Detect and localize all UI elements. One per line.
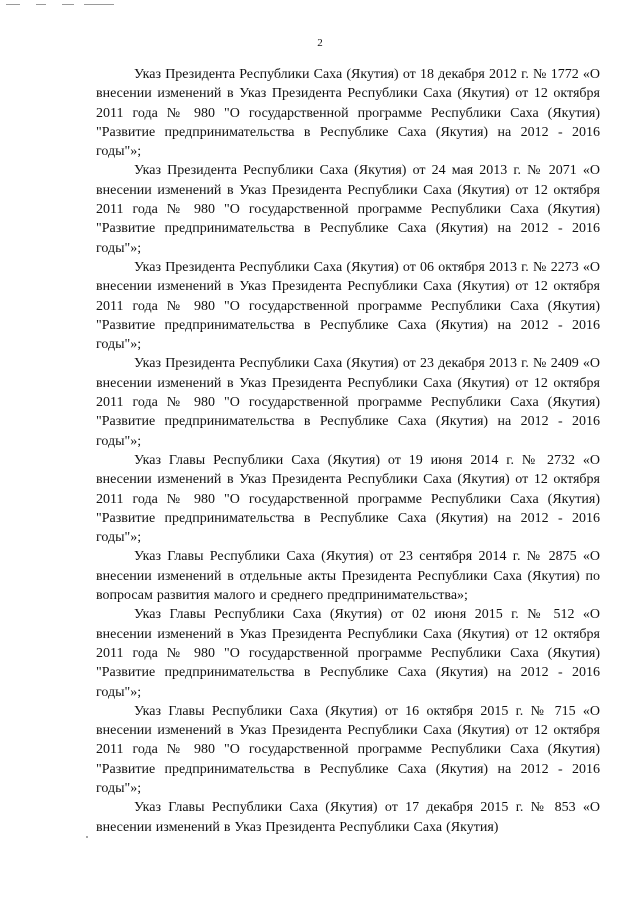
scan-artifact (36, 4, 46, 5)
scan-artifact (84, 4, 114, 5)
decree-paragraph: Указ Главы Республики Саха (Якутия) от 19 июня 2014 г. № 2732 «О внесении изменений в Указ Президента Республики Саха (Якутия) от 12 октября 2011 года № 980 "О государственной программе Республики Саха (Якутия) "Развитие предпринимательства в Республике Саха (Якутия) на 2012 - 2016 годы"»; (96, 452, 600, 546)
decree-paragraph: Указ Главы Республики Саха (Якутия) от 17 декабря 2015 г. № 853 «О внесении изменений в Указ Президента Республики Саха (Якутия) (96, 800, 600, 835)
document-body (96, 65, 600, 837)
scan-artifact (86, 836, 88, 838)
page-number: 2 (317, 37, 323, 49)
decree-paragraph: Указ Президента Республики Саха (Якутия) от 18 декабря 2012 г. № 1772 «О внесении изменений в Указ Президента Республики Саха (Якутия) от 12 октября 2011 года № 980 "О государственной программе Республики Саха (Якутия) "Развитие предпринимательства в Республике Саха (Якутия) на 2012 - 2016 годы"»; (96, 67, 600, 160)
scan-artifact (6, 4, 20, 5)
decree-paragraph: Указ Главы Республики Саха (Якутия) от 23 сентября 2014 г. № 2875 «О внесении изменений в отдельные акты Президента Республики Саха (Якутия) по вопросам развития малого и среднего предпринимательства»; (96, 549, 600, 604)
decree-paragraph: Указ Президента Республики Саха (Якутия) от 06 октября 2013 г. № 2273 «О внесении изменений в Указ Президента Республики Саха (Якутия) от 12 октября 2011 года № 980 "О государственной программе Республики Саха (Якутия) "Развитие предпринимательства в Республике Саха (Якутия) на 2012 - 2016 годы"»; (96, 259, 600, 353)
decree-paragraph: Указ Главы Республики Саха (Якутия) от 16 октября 2015 г. № 715 «О внесении изменений в Указ Президента Республики Саха (Якутия) от 12 октября 2011 года № 980 "О государственной программе Республики Саха (Якутия) "Развитие предпринимательства в Республике Саха (Якутия) на 2012 - 2016 годы"»; (96, 703, 600, 796)
decree-paragraph: Указ Главы Республики Саха (Якутия) от 02 июня 2015 г. № 512 «О внесении изменений в Указ Президента Республики Саха (Якутия) от 12 октября 2011 года № 980 "О государственной программе Республики Саха (Якутия) "Развитие предпринимательства в Республике Саха (Якутия) на 2012 - 2016 годы"»; (96, 607, 600, 700)
scan-artifact (62, 4, 74, 5)
decree-paragraph: Указ Президента Республики Саха (Якутия) от 23 декабря 2013 г. № 2409 «О внесении изменений в Указ Президента Республики Саха (Якутия) от 12 октября 2011 года № 980 "О государственной программе Республики Саха (Якутия) "Развитие предпринимательства в Республике Саха (Якутия) на 2012 - 2016 годы"»; (96, 356, 600, 449)
decree-paragraph: Указ Президента Республики Саха (Якутия) от 24 мая 2013 г. № 2071 «О внесении изменений в Указ Президента Республики Саха (Якутия) от 12 октября 2011 года № 980 "О государственной программе Республики Саха (Якутия) "Развитие предпринимательства в Республике Саха (Якутия) на 2012 - 2016 годы"»; (96, 163, 600, 256)
